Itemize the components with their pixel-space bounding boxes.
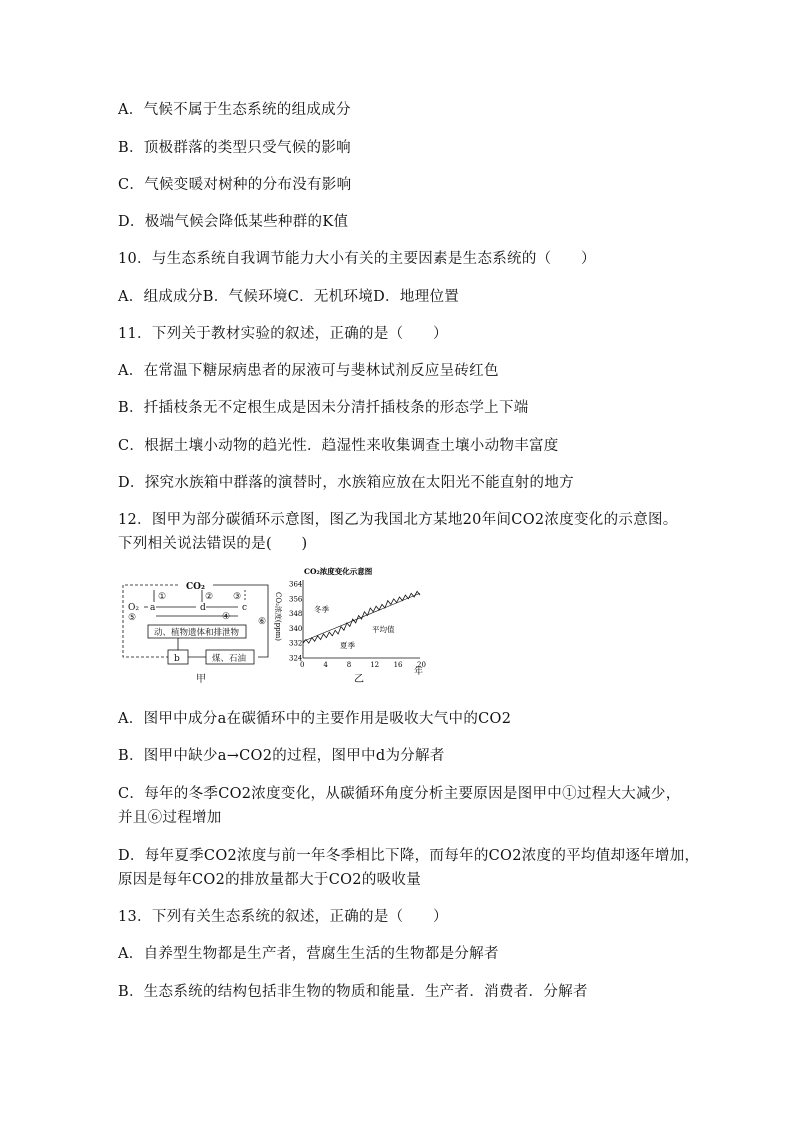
question-13: 13．下列有关生态系统的叙述，正确的是（ ） xyxy=(118,909,448,925)
option-9d: D．极端气候会降低某些种群的K值 xyxy=(118,214,349,230)
question-12: 12．图甲为部分碳循环示意图，图乙为我国北方某地20年间CO2浓度变化的示意图。 xyxy=(118,512,678,528)
option-9b: B．顶极群落的类型只受气候的影响 xyxy=(118,140,351,156)
x-tick-label: 0 xyxy=(300,661,305,669)
annotation-average: 平均值 xyxy=(372,625,395,634)
chart-xlabel: 年 xyxy=(414,667,424,677)
o2-label: O₂ xyxy=(128,603,139,613)
x-tick-label: 4 xyxy=(323,661,328,669)
option-9c: C．气候变暖对树种的分布没有影响 xyxy=(118,177,352,193)
carbon-cycle-diagram xyxy=(118,562,438,690)
x-tick-label: 16 xyxy=(393,661,403,669)
process-2: ② xyxy=(205,592,214,602)
option-9a: A．气候不属于生态系统的组成成分 xyxy=(118,102,351,118)
option-12c-cont: 并且⑥过程增加 xyxy=(118,810,222,826)
option-13a: A．自养型生物都是生产者，营腐生生活的生物都是分解者 xyxy=(118,946,499,962)
annotation-summer: 夏季 xyxy=(340,641,355,650)
question-12-cont: 下列相关说法错误的是( ) xyxy=(118,536,308,552)
node-a: a xyxy=(150,603,156,613)
chart-ylabel: CO₂浓度(ppm) xyxy=(274,592,282,641)
average-line xyxy=(303,593,420,641)
y-tick-label: 324 xyxy=(289,654,303,663)
option-11c: C．根据土壤小动物的趋光性．趋湿性来收集调查土壤小动物丰富度 xyxy=(118,438,559,454)
process-4: ④ xyxy=(222,612,231,622)
y-tick-label: 356 xyxy=(289,595,303,604)
co2-label: CO₂ xyxy=(186,582,205,592)
options-10: A．组成成分B．气候环境C．无机环境D．地理位置 xyxy=(118,289,460,305)
coal-label: 煤、石油 xyxy=(212,654,247,664)
question-11: 11．下列关于教材实验的叙述，正确的是（ ） xyxy=(118,326,448,342)
figure-area xyxy=(118,562,438,690)
option-11b: B．扦插枝条无不定根生成是因未分清扦插枝条的形态学上下端 xyxy=(118,400,529,416)
y-tick-label: 364 xyxy=(289,580,303,589)
option-12a: A．图甲中成分a在碳循环中的主要作用是吸收大气中的CO2 xyxy=(118,711,512,727)
remains-label: 动、植物遗体和排泄物 xyxy=(154,628,240,638)
y-tick-label: 340 xyxy=(289,624,303,633)
x-ticks xyxy=(300,661,426,669)
caption-jia: 甲 xyxy=(196,674,206,685)
question-10: 10．与生态系统自我调节能力大小有关的主要因素是生态系统的（ ） xyxy=(118,251,596,267)
process-1: ① xyxy=(158,592,167,602)
process-5: ⑤ xyxy=(128,613,137,623)
y-tick-label: 348 xyxy=(289,610,303,619)
option-11a: A．在常温下糖尿病患者的尿液可与斐林试剂反应呈砖红色 xyxy=(118,363,499,379)
process-3: ③ xyxy=(233,592,242,602)
option-13b: B．生态系统的结构包括非生物的物质和能量．生产者．消费者．分解者 xyxy=(118,984,588,1000)
option-12d-cont: 原因是每年CO2的排放量都大于CO2的吸收量 xyxy=(118,872,422,888)
y-tick-label: 332 xyxy=(289,639,303,648)
x-tick-label: 12 xyxy=(370,661,380,669)
node-d: d xyxy=(200,603,206,613)
x-tick-label: 8 xyxy=(346,661,352,669)
node-b: b xyxy=(174,654,180,664)
co2-chart xyxy=(274,566,426,685)
chart-title: CO₂浓度变化示意图 xyxy=(304,567,373,576)
option-11d: D．探究水族箱中群落的演替时，水族箱应放在太阳光不能直射的地方 xyxy=(118,475,574,491)
caption-yi: 乙 xyxy=(354,674,364,685)
node-c: c xyxy=(242,603,248,613)
option-12c: C．每年的冬季CO2浓度变化，从碳循环角度分析主要原因是图甲中①过程大大减少， xyxy=(118,786,681,802)
option-12d: D．每年夏季CO2浓度与前一年冬季相比下降，而每年的CO2浓度的平均值却逐年增加， xyxy=(118,848,700,864)
process-6: ⑥ xyxy=(258,617,267,627)
annotation-winter: 冬季 xyxy=(314,605,329,614)
y-ticks xyxy=(289,581,303,663)
option-12b: B．图甲中缺少a→CO2的过程，图甲中d为分解者 xyxy=(118,748,445,764)
x-tick-label: 20 xyxy=(417,661,426,669)
